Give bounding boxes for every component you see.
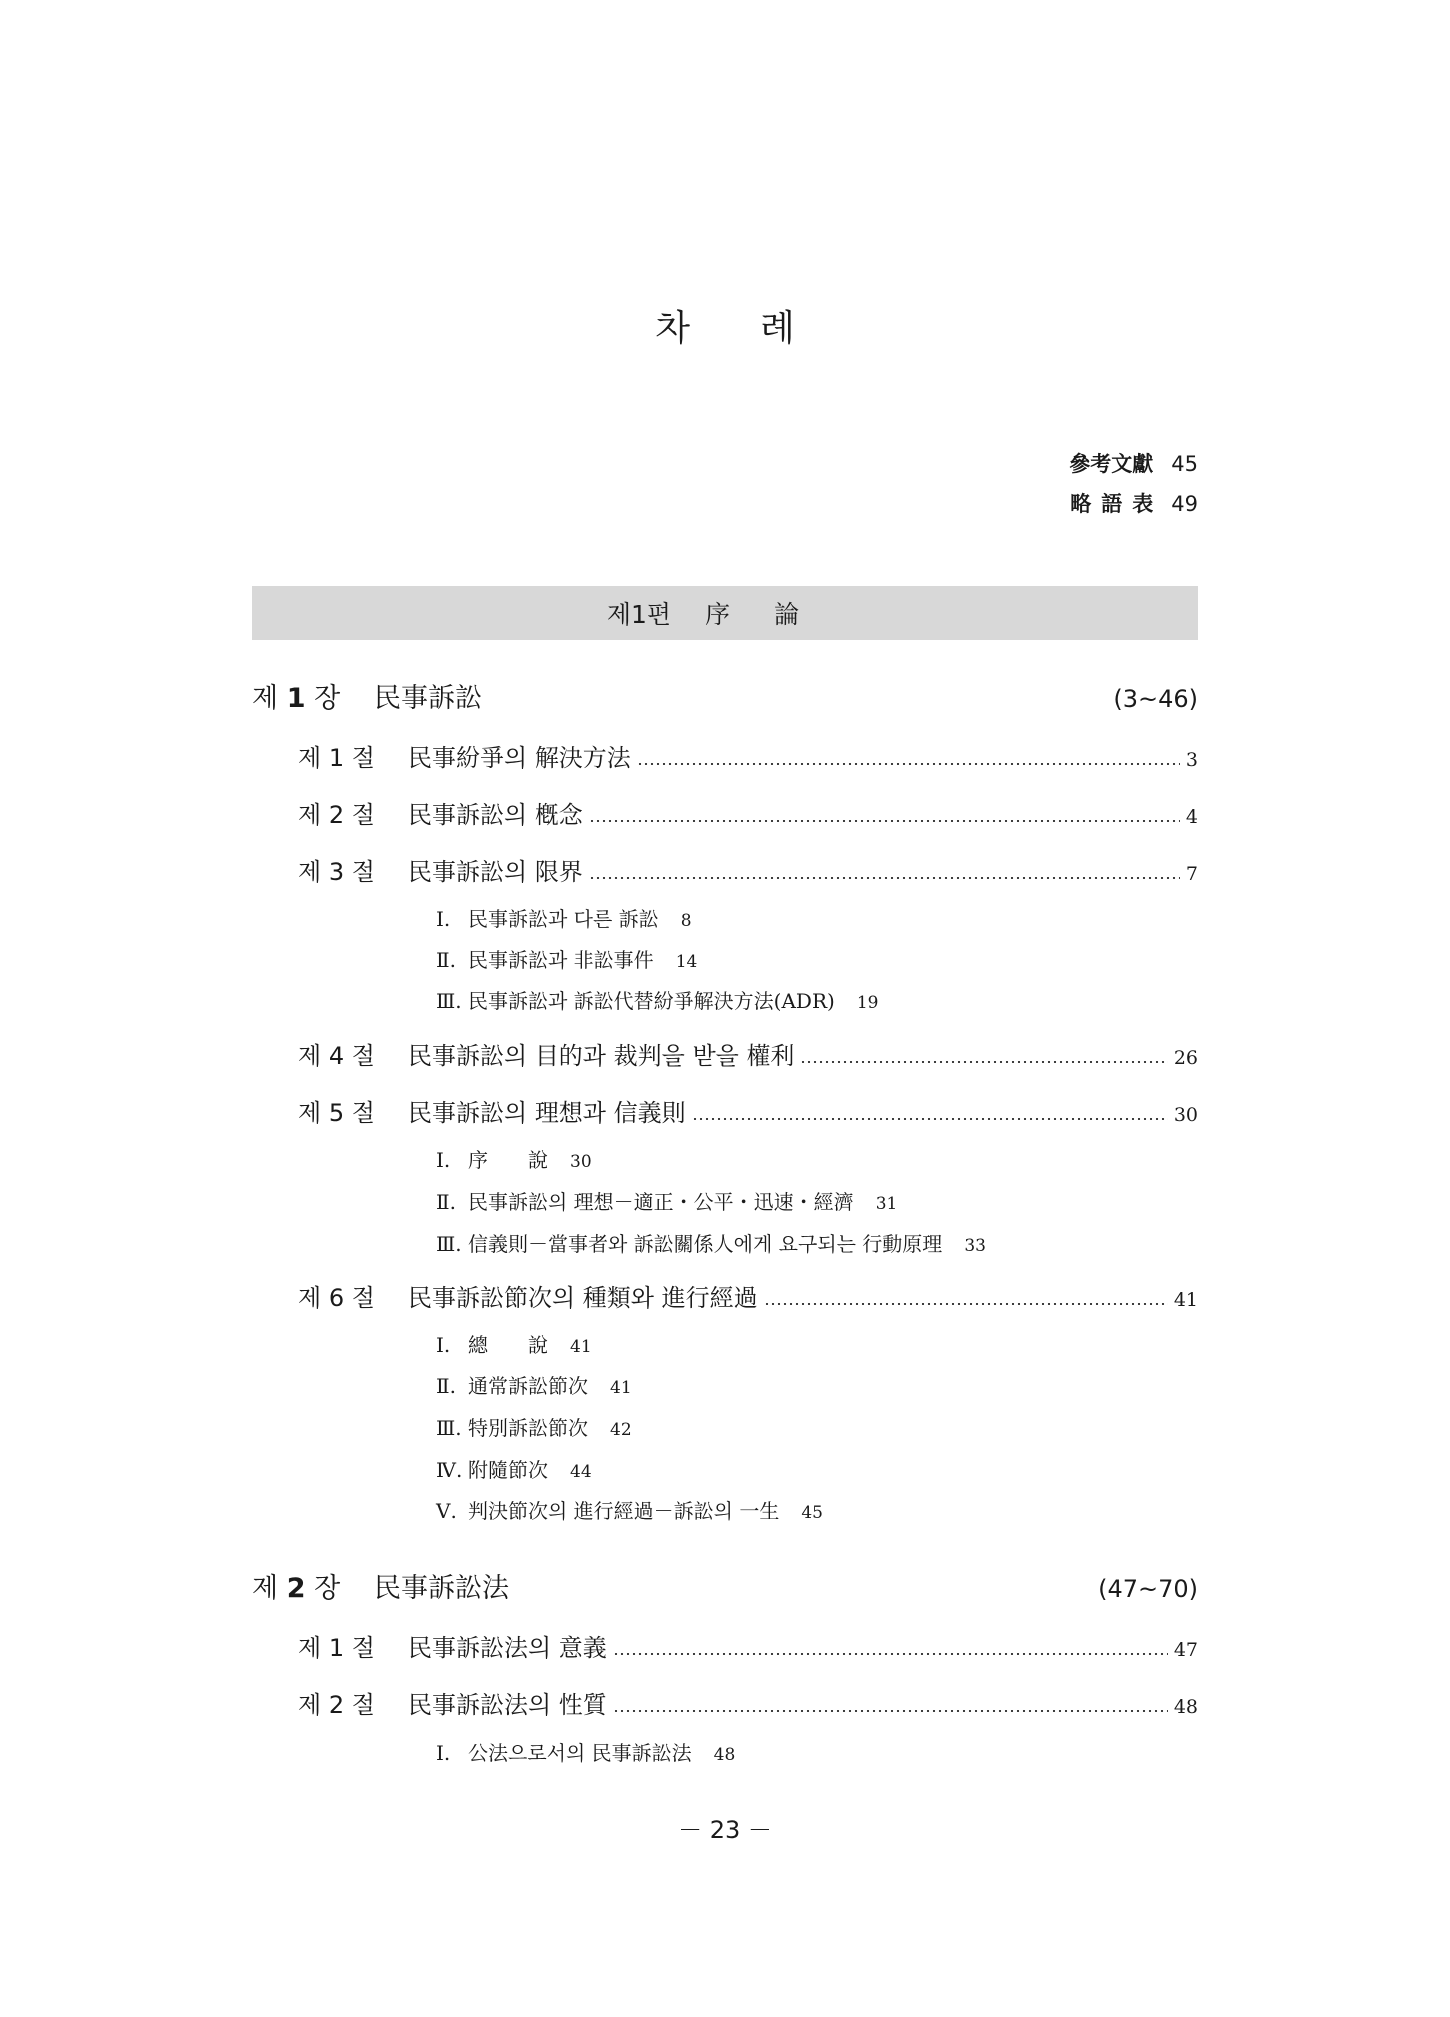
subitem-title: 總 說	[468, 1333, 548, 1357]
section-page: 4	[1185, 806, 1198, 828]
toc-section[interactable]	[298, 1093, 1198, 1128]
section-title: 民事訴訟의 理想과 信義則	[408, 1099, 686, 1127]
subitem-title: 民事訴訟과 非訟事件	[468, 948, 654, 972]
chapter-page-range: (47~70)	[1098, 1575, 1198, 1603]
toc-subitem[interactable]	[436, 903, 692, 932]
toc-section[interactable]	[298, 1278, 1198, 1313]
subitem-number: Ⅰ.	[436, 1148, 451, 1172]
subitem-title: 特別訴訟節次	[468, 1416, 588, 1440]
subitem-number: Ⅱ.	[436, 1190, 456, 1214]
section-number: 제 1 절	[298, 1634, 375, 1662]
subitem-page: 31	[875, 1194, 898, 1214]
section-page: 7	[1185, 863, 1198, 885]
front-matter-references	[1069, 448, 1198, 478]
toc-subitem[interactable]	[436, 1412, 632, 1441]
subitem-page: 19	[856, 993, 879, 1013]
subitem-page: 42	[610, 1420, 632, 1440]
section-number: 제 4 절	[298, 1042, 375, 1070]
subitem-number: Ⅲ.	[436, 989, 462, 1013]
dot-leader	[800, 1061, 1167, 1063]
section-number: 제 6 절	[298, 1284, 375, 1312]
section-number: 제 1 절	[298, 744, 375, 772]
subitem-page: 41	[610, 1378, 632, 1398]
toc-section[interactable]	[298, 795, 1198, 830]
toc-subitem[interactable]	[436, 1495, 823, 1524]
dot-leader	[613, 1710, 1168, 1712]
subitem-number: Ⅰ.	[436, 1333, 451, 1357]
toc-section[interactable]	[298, 1685, 1198, 1720]
section-title: 民事訴訟의 限界	[408, 858, 583, 886]
subitem-title: 民事訴訟과 다른 訴訟	[468, 907, 659, 931]
toc-section[interactable]	[298, 852, 1198, 887]
toc-subitem[interactable]	[436, 1329, 592, 1358]
toc-subitem[interactable]	[436, 1186, 897, 1215]
chapter-heading	[252, 676, 1198, 715]
subitem-page: 45	[801, 1503, 823, 1523]
subitem-title: 附隨節次	[468, 1458, 548, 1482]
dot-leader	[589, 820, 1180, 822]
section-page: 48	[1173, 1696, 1198, 1718]
section-title: 民事訴訟의 槪念	[408, 801, 583, 829]
part-name: 序論	[705, 600, 844, 629]
subitem-page: 48	[713, 1745, 736, 1765]
subitem-page: 30	[570, 1152, 592, 1172]
front-matter-page: 49	[1171, 492, 1198, 516]
subitem-number: Ⅰ.	[436, 1741, 451, 1765]
part-heading	[252, 586, 1198, 640]
subitem-title: 信義則－當事者와 訴訟關係人에게 요구되는 行動原理	[468, 1232, 943, 1256]
section-number: 제 5 절	[298, 1099, 375, 1127]
dot-leader	[764, 1303, 1168, 1305]
subitem-number: Ⅰ.	[436, 907, 451, 931]
section-page: 30	[1173, 1104, 1198, 1126]
toc-section[interactable]	[298, 1628, 1198, 1663]
section-page: 26	[1173, 1047, 1198, 1069]
chapter-title: 民事訴訟	[374, 683, 482, 714]
subitem-title: 序 說	[468, 1148, 548, 1172]
subitem-number: Ⅱ.	[436, 948, 456, 972]
subitem-title: 通常訴訟節次	[468, 1374, 588, 1398]
subitem-page: 14	[675, 952, 698, 972]
front-matter-label: 參考文獻	[1069, 452, 1154, 476]
section-number: 제 3 절	[298, 858, 375, 886]
section-number: 제 2 절	[298, 801, 375, 829]
toc-subitem[interactable]	[436, 1144, 592, 1173]
dot-leader	[613, 1653, 1168, 1655]
dot-leader	[589, 877, 1180, 879]
subitem-page: 44	[570, 1462, 592, 1482]
toc-subitem[interactable]	[436, 1370, 632, 1399]
subitem-number: Ⅴ.	[436, 1499, 457, 1523]
toc-subitem[interactable]	[436, 1737, 735, 1766]
chapter-heading	[252, 1566, 1198, 1605]
toc-section[interactable]	[298, 1036, 1198, 1071]
section-page: 41	[1173, 1289, 1198, 1311]
section-title: 民事訴訟法의 性質	[408, 1691, 607, 1719]
section-title: 民事訴訟節次의 種類와 進行經過	[408, 1284, 758, 1312]
section-number: 제 2 절	[298, 1691, 375, 1719]
dot-leader	[692, 1118, 1168, 1120]
chapter-number: 제 2 장	[252, 1573, 341, 1604]
front-matter-page: 45	[1171, 452, 1198, 476]
section-page: 47	[1173, 1639, 1198, 1661]
section-title: 民事訴訟의 目的과 裁判을 받을 權利	[408, 1042, 795, 1070]
front-matter-abbreviations	[1070, 488, 1198, 518]
toc-subitem[interactable]	[436, 1454, 592, 1483]
page-number: － 23 －	[678, 1816, 772, 1844]
section-title: 民事紛爭의 解決方法	[408, 744, 631, 772]
subitem-page: 41	[570, 1337, 592, 1357]
subitem-number: Ⅱ.	[436, 1374, 456, 1398]
subitem-page: 8	[680, 911, 692, 931]
subitem-number: Ⅲ.	[436, 1232, 462, 1256]
subitem-page: 33	[964, 1236, 986, 1256]
section-page: 3	[1185, 749, 1198, 771]
subitem-title: 民事訴訟의 理想－適正・公平・迅速・經濟	[468, 1190, 854, 1214]
dot-leader	[637, 763, 1180, 765]
subitem-title: 民事訴訟과 訴訟代替紛爭解決方法(ADR)	[468, 989, 835, 1013]
section-title: 民事訴訟法의 意義	[408, 1634, 607, 1662]
toc-subitem[interactable]	[436, 944, 697, 973]
page-title: 차례	[655, 308, 865, 349]
toc-section[interactable]	[298, 738, 1198, 773]
toc-subitem[interactable]	[436, 1228, 986, 1257]
subitem-title: 公法으로서의 民事訴訟法	[468, 1741, 692, 1765]
front-matter-label: 略語表	[1070, 492, 1164, 516]
subitem-title: 判決節次의 進行經過－訴訟의 一生	[468, 1499, 780, 1523]
subitem-number: Ⅲ.	[436, 1416, 462, 1440]
subitem-number: Ⅳ.	[436, 1458, 463, 1482]
chapter-number: 제 1 장	[252, 683, 341, 714]
chapter-page-range: (3~46)	[1113, 685, 1198, 713]
chapter-title: 民事訴訟法	[374, 1573, 509, 1604]
part-number: 제1편	[606, 600, 672, 629]
toc-subitem[interactable]	[436, 985, 878, 1014]
